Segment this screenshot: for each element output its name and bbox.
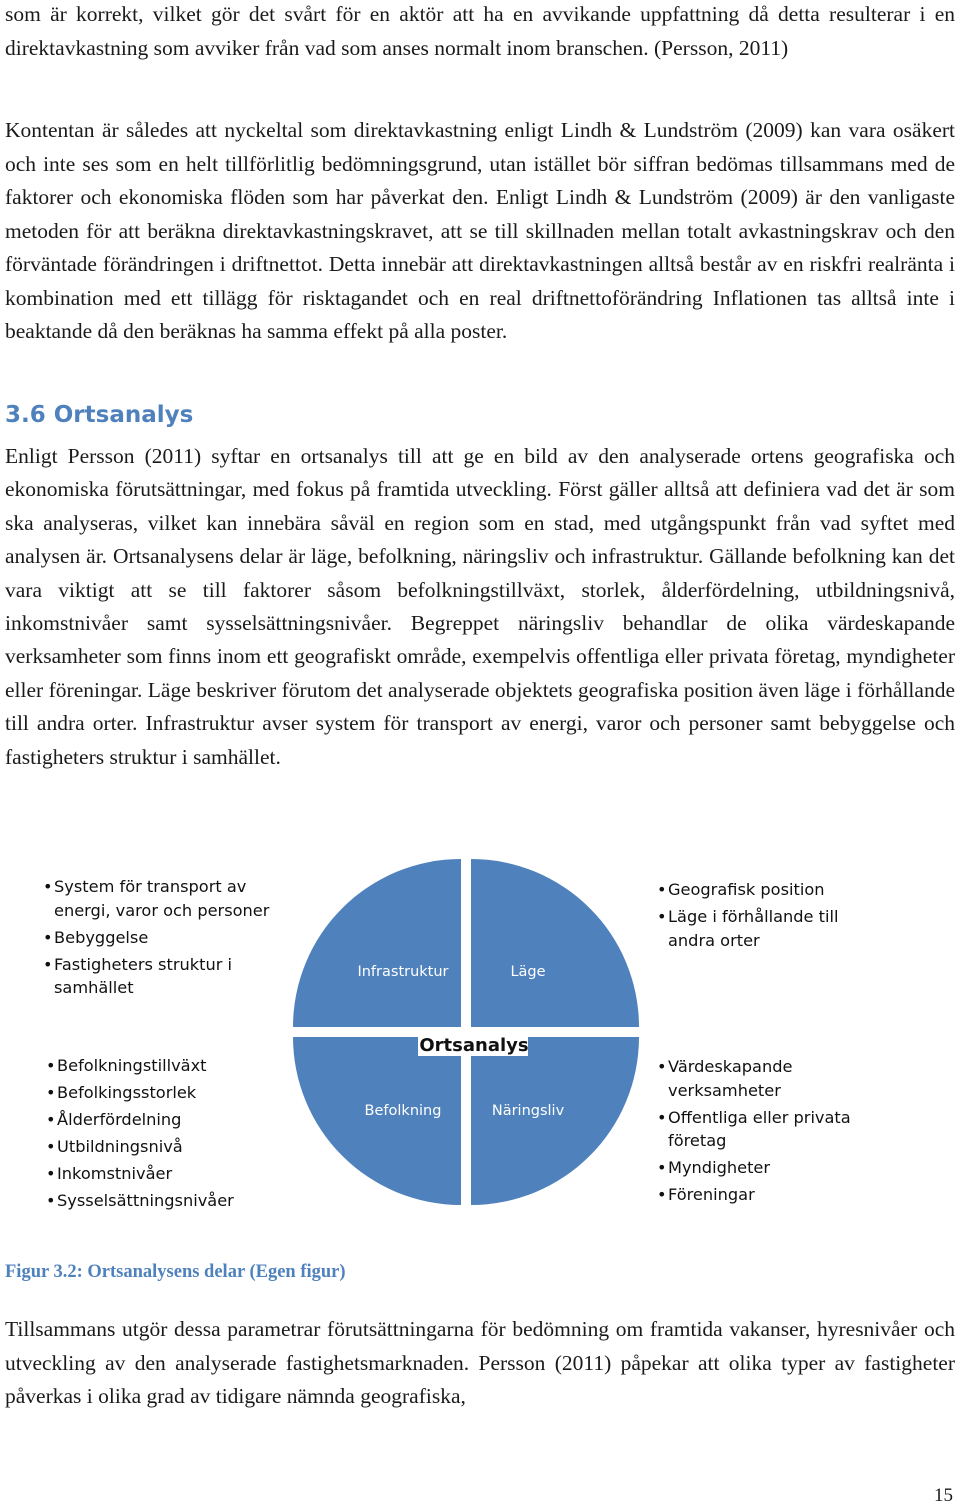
quadrant-label-naringsliv: Näringsliv [491,1103,565,1119]
page-number: 15 [934,1485,953,1506]
list-item: • System för transport av energi, varor och personer [43,875,293,922]
quadrant-label-befolkning: Befolkning [364,1103,442,1119]
quadrant-befolkning [293,1037,461,1205]
list-lage [657,878,887,956]
list-item: • Värdeskapande verksamheter [657,1055,887,1102]
list-item: • Utbildningsnivå [46,1135,286,1159]
quadrant-naringsliv [471,1037,639,1205]
quadrant-infrastruktur [293,859,461,1027]
ortsanalys-figure [0,840,960,1240]
list-naringsliv [657,1055,887,1210]
list-item: • Sysselsättningsnivåer [46,1189,286,1213]
list-item: • Föreningar [657,1183,887,1207]
list-infrastruktur [43,875,293,1003]
center-label: Ortsanalys [419,1035,529,1056]
paragraph-4: Tillsammans utgör dessa parametrar förutsättningarna för bedömning om framtida vakanser, hyresnivåer och utveckling av den analyserade fastighetsmarknaden. Persson (2011) påpekar att olika typer av fastigheter påverkas i olika grad av tidigare nämnda geografiska, [5,1317,955,1408]
paragraph-2: Kontentan är således att nyckeltal som direktavkastning enligt Lindh & Lundström (2009) kan vara osäkert och inte ses som en helt tillförlitlig bedömningsgrund, utan istället bör siffran bedömas tillsammans med de faktorer och ekonomiska flöden som har påverkat den. Enligt Lindh & Lundström (2009) är den vanligaste metoden för att beräkna direktavkastningskravet, att se till skillnaden mellan totalt avkastningskrav och den förväntade förändringen i driftnettot. Detta innebär att direktavkastningen alltså består av en riskfri realränta i kombination med ett tillägg för risktagandet och en real driftnettoförändring Inflationen tas alltså inte i beaktande då den beräknas ha samma effekt på alla poster. [5,118,955,343]
list-item: • Befolkingsstorlek [46,1081,286,1105]
list-item: • Befolkningstillväxt [46,1054,286,1078]
paragraph-3: Enligt Persson (2011) syftar en ortsanalys till att ge en bild av den analyserade ortens geografiska och ekonomiska förutsättningar, med fokus på framtida utveckling. Först gäller alltså att definiera vad det är som ska analyseras, vilket kan innebära såväl en region som en stad, med utgångspunkt från vad syftet med analysen är. Ortsanalysens delar är läge, befolkning, näringsliv och infrastruktur. Gällande befolkning kan det vara viktigt att se till faktorer såsom befolkningstillväxt, storlek, ålderfördelning, utbildningsnivå, inkomstnivåer samt sysselsättningsnivåer. Begreppet näringsliv behandlar de olika värdeskapande verksamheter som finns inom ett geografiskt område, exempelvis offentliga eller privata företag, myndigheter eller föreningar. Läge beskriver förutom det analyserade objektets geografiska position även läge i förhållande till andra orter. Infrastruktur avser system för transport av energi, varor och personer samt bebyggelse och fastigheters struktur i samhället. [5,444,955,769]
list-item: • Offentliga eller privata företag [657,1106,887,1153]
paragraph-1: som är korrekt, vilket gör det svårt för en aktör att ha en avvikande uppfattning då detta resulterar i en direktavkastning som avviker från vad som anses normalt inom branschen. (Persson, 2011) [5,2,955,60]
figure-caption: Figur 3.2: Ortsanalysens delar (Egen figur) [5,1262,346,1282]
list-item: • Geografisk position [657,878,887,902]
section-heading: 3.6 Ortsanalys [5,402,194,428]
list-item: • Bebyggelse [43,926,293,950]
quadrant-lage [471,859,639,1027]
quadrant-label-lage: Läge [510,964,546,980]
list-item: • Ålderfördelning [46,1108,286,1132]
list-befolkning [46,1054,286,1216]
list-item: • Inkomstnivåer [46,1162,286,1186]
quadrant-label-infrastruktur: Infrastruktur [357,964,449,980]
list-item: • Myndigheter [657,1156,887,1180]
list-item: • Fastigheters struktur i samhället [43,953,293,1000]
list-item: • Läge i förhållande till andra orter [657,905,887,952]
